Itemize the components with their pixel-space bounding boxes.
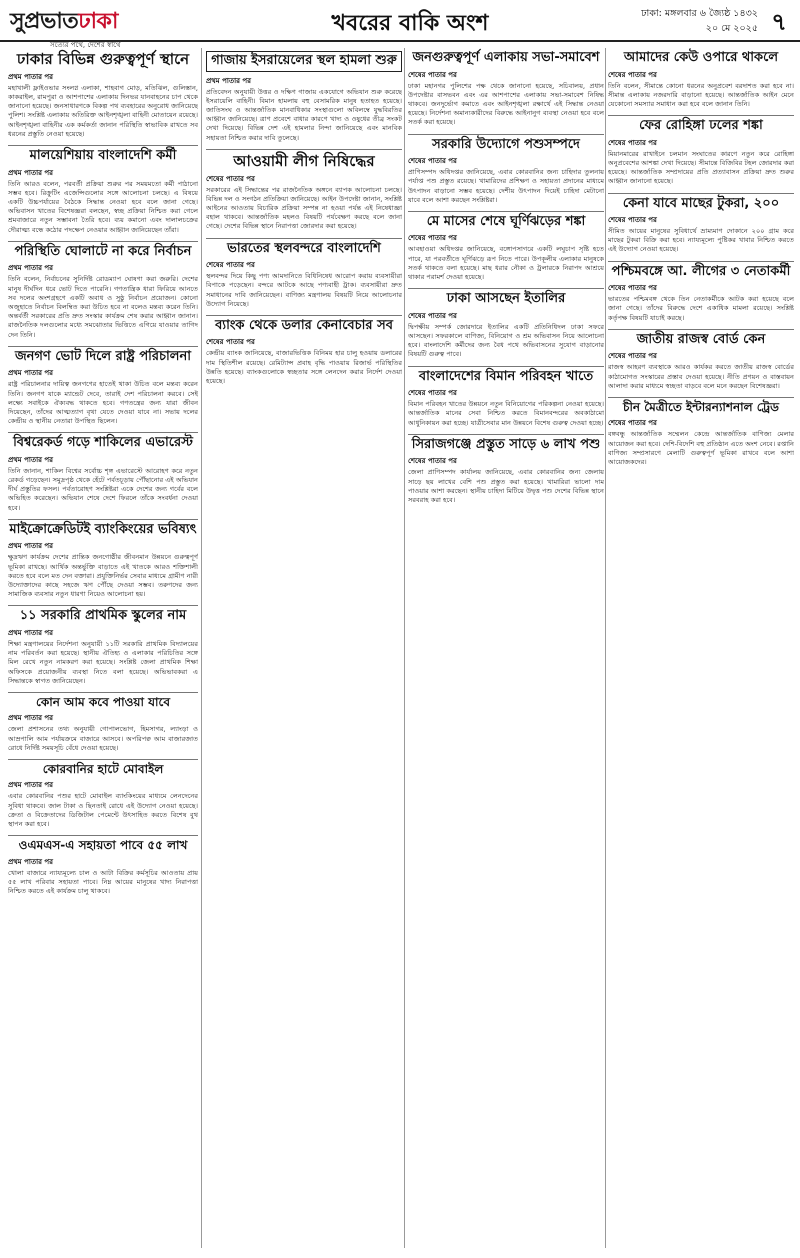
continued-label: প্রথম পাতার পর — [8, 369, 54, 378]
continued-label: শেষের পাতার পর — [408, 70, 457, 79]
story-divider — [608, 193, 794, 194]
story-headline[interactable]: আওয়ামী লীগ নিষিদ্ধের — [233, 151, 375, 170]
story-body: মহাখালী ফ্লাইওভার সংলগ্ন এলাকা, শাহবাগ মোড়, মতিঝিল, গুলিস্তান, কাকরাইল, রামপুরা ও আশপাশের এলাকায় দিনভর যানবাহনের চাপ থেকে জানানো হয়েছে। জনসাধারণকে বিকল্প পথ ব্যবহারের অনুরোধ জানিয়েছে পুলিশ। সংশ্লিষ্ট এলাকায় অতিরিক্ত আইনশৃঙ্খলা বাহিনী মোতায়েন রয়েছে। আইনশৃঙ্খলা বাহিনীর এক কর্মকর্তা জানান পরিস্থিতি স্বাভাবিক রাখতে সব ধরনের প্রস্তুতি নেওয়া হয়েছে। — [8, 83, 198, 138]
page-number: ৭ — [771, 8, 787, 36]
continued-label: শেষের পাতার পর — [206, 261, 255, 270]
story-divider — [408, 434, 604, 435]
story-headline[interactable]: সরকারি উদ্যোগে পশুসম্পদে — [432, 136, 580, 152]
story[interactable] — [8, 609, 198, 686]
story-divider — [408, 211, 604, 212]
story-headline[interactable]: ফের রোহিঙ্গা ঢলের শঙ্কা — [639, 118, 763, 134]
story-body: শিক্ষা মন্ত্রণালয়ের নির্দেশনা অনুযায়ী ১১টি সরকারি প্রাথমিক বিদ্যালয়ের নাম পরিবর্তন করা হয়েছে। স্থানীয় ঐতিহ্য ও এলাকার পরিচিতির সঙ্গে মিল রেখে নতুন নামকরণ করা হয়েছে। সংশ্লিষ্ট জেলা প্রাথমিক শিক্ষা অফিসকে প্রয়োজনীয় ব্যবস্থা নিতে বলা হয়েছে। অভিভাবকরা এ সিদ্ধান্তকে স্বাগত জানিয়েছেন। — [8, 639, 198, 685]
story[interactable] — [206, 153, 402, 232]
story-body: রাজস্ব আহরণ ব্যবস্থাকে আরও কার্যকর করতে জাতীয় রাজস্ব বোর্ডের কাঠামোগত সংস্কারের প্রস্তাব দেওয়া হয়েছে। নীতি প্রণয়ন ও বাস্তবায়ন আলাদা করার মাধ্যমে স্বচ্ছতা বাড়বে বলে মনে করছেন বিশেষজ্ঞরা। — [608, 363, 794, 390]
story[interactable] — [608, 333, 794, 391]
continued-label: শেষের পাতার পর — [608, 352, 657, 361]
continued-label: শেষের পাতার পর — [408, 157, 457, 166]
story-headline[interactable]: ওএমএস-এ সহায়তা পাবে ৫৫ লাখ — [18, 838, 188, 853]
story-body: স্থলবন্দর দিয়ে কিছু পণ্য আমদানিতে বিধিনিষেধ আরোপ করায় ব্যবসায়ীরা বিপাকে পড়েছেন। বন্দরে আটকে আছে পণ্যবাহী ট্রাক। ব্যবসায়ীরা দ্রুত সমাধানের দাবি জানিয়েছেন। বাণিজ্য মন্ত্রণালয় বিষয়টি নিয়ে আলোচনার উদ্যোগ নিয়েছে। — [206, 272, 402, 308]
story[interactable] — [408, 215, 604, 282]
story-headline[interactable]: কোন আম কবে পাওয়া যাবে — [35, 695, 171, 709]
story-divider — [8, 432, 198, 433]
story[interactable] — [408, 370, 604, 428]
story-body: কেন্দ্রীয় ব্যাংক জানিয়েছে, বাজারভিত্তিক বিনিময় হার চালু হওয়ায় ডলারের দাম স্থিতিশীল রয়েছে। রেমিট্যান্স প্রবাহ বৃদ্ধি পাওয়ায় রিজার্ভ পরিস্থিতির উন্নতি হয়েছে। ব্যাংকগুলোকে স্বচ্ছতার সঙ্গে লেনদেন করার নির্দেশ দেওয়া হয়েছে। — [206, 349, 402, 386]
story-headline[interactable]: বিশ্বরেকর্ড গড়ে শাকিলের এভারেস্ট — [13, 435, 193, 451]
logo-tagline: সত্যের পথে, দেশের স্বার্থে — [50, 41, 121, 49]
story-headline[interactable]: মালয়েশিয়ায় বাংলাদেশি কর্মী — [29, 148, 177, 164]
story-headline[interactable]: পশ্চিমবঙ্গে আ. লীগের ৩ নেতাকর্মী — [611, 263, 791, 279]
story[interactable] — [608, 401, 794, 467]
story-headline[interactable]: মাইক্রোক্রেডিটই ব্যাংকিংয়ের ভবিষ্যৎ — [9, 521, 197, 537]
date-block — [590, 6, 758, 36]
story-divider — [206, 238, 402, 239]
story[interactable] — [206, 242, 402, 309]
column-3 — [408, 48, 604, 1253]
story-headline[interactable]: চীন মৈত্রীতে ইন্টারন্যাশনাল ট্রেড — [623, 399, 779, 414]
continued-label: প্রথম পাতার পর — [8, 264, 54, 273]
story[interactable] — [8, 839, 198, 896]
story-headline[interactable]: জনগণ ভোট দিলে রাষ্ট্র পরিচালনা — [14, 348, 192, 364]
story-divider — [408, 134, 604, 135]
continued-label: প্রথম পাতার পর — [8, 542, 54, 551]
story-body: বঙ্গবন্ধু আন্তর্জাতিক সম্মেলন কেন্দ্রে আন্তর্জাতিক বাণিজ্য মেলার আয়োজন করা হবে। দেশি-বিদেশি বহু প্রতিষ্ঠান এতে অংশ নেবে। রপ্তানি বাণিজ্য সম্প্রসারণে মেলাটি গুরুত্বপূর্ণ ভূমিকা রাখবে বলে আশা আয়োজকদের। — [608, 430, 794, 467]
story-body: এবার কোরবানির পশুর হাটে মোবাইল ব্যাংকিংয়ের মাধ্যমে লেনদেনের সুবিধা থাকবে। জাল টাকা ও ছিনতাই রোধে এই উদ্যোগ নেওয়া হয়েছে। ক্রেতা ও বিক্রেতাদের ডিজিটাল পেমেন্টে উৎসাহিত করতে বিশেষ বুথ স্থাপন করা হবে। — [8, 792, 198, 829]
column-1 — [8, 48, 198, 1253]
story[interactable] — [408, 51, 604, 128]
story-headline[interactable]: বাংলাদেশের বিমান পরিবহন খাতে — [418, 368, 594, 384]
story-divider — [608, 115, 794, 116]
column-divider — [404, 48, 405, 1248]
story-body: আবহাওয়া অধিদপ্তর জানিয়েছে, বঙ্গোপসাগরে একটি লঘুচাপ সৃষ্টি হতে পারে, যা পরবর্তীতে ঘূর্ণিঝড়ে রূপ নিতে পারে। উপকূলীয় এলাকার মানুষকে সতর্ক থাকতে বলা হয়েছে। মাছ ধরার নৌকা ও ট্রলারকে নিরাপদ আশ্রয়ে থাকার পরামর্শ দেওয়া হয়েছে। — [408, 245, 604, 282]
story-headline[interactable]: জাতীয় রাজস্ব বোর্ড কেন — [636, 331, 766, 347]
story[interactable] — [608, 51, 794, 109]
story[interactable] — [8, 436, 198, 513]
story[interactable] — [8, 696, 198, 753]
story[interactable] — [206, 319, 402, 386]
story-headline[interactable]: মে মাসের শেষে ঘূর্ণিঝড়ের শঙ্কা — [426, 213, 586, 229]
story-body: জেলা প্রাণিসম্পদ কার্যালয় জানিয়েছে, এবার কোরবানির জন্য জেলায় সাড়ে ছয় লাখের বেশি পশু প্রস্তুত করা হয়েছে। খামারিরা ভালো দাম পাওয়ার আশা করছেন। স্থানীয় চাহিদা মিটিয়ে উদ্বৃত্ত পশু দেশের বিভিন্ন স্থানে সরবরাহ করা হবে। — [408, 468, 604, 504]
column-4 — [608, 48, 794, 1253]
story-headline[interactable]: কোরবানির হাটে মোবাইল — [42, 762, 164, 777]
story-body: তিনি জানান, শাকিল বিশ্বের সর্বোচ্চ শৃঙ্গ এভারেস্টে আরোহণ করে নতুন রেকর্ড গড়েছেন। সমুদ্রপৃষ্ঠ থেকে হেঁটে পর্বতচূড়ায় পৌঁছানোর এই অভিযান দীর্ঘ প্রস্তুতির ফসল। পর্বতারোহণ সংশ্লিষ্টরা একে দেশের জন্য গর্বের বলে অভিহিত করেছেন। অভিযান শেষে দেশে ফিরলে তাঁকে সংবর্ধনা দেওয়া হবে। — [8, 466, 198, 512]
story-body: প্রতিবেদন অনুযায়ী উত্তর ও দক্ষিণ গাজায় একযোগে অভিযান শুরু করেছে ইসরায়েলি বাহিনী। বিমান হামলায় বহু বেসামরিক মানুষ হতাহত হয়েছে। জাতিসংঘ ও আন্তর্জাতিক মানবাধিকার সংস্থাগুলো অবিলম্বে যুদ্ধবিরতির আহ্বান জানিয়েছে। ত্রাণ প্রবেশে বাধার কারণে খাদ্য ও ওষুধের তীব্র সংকট দেখা দিয়েছে। বিভিন্ন দেশ এই হামলার নিন্দা জানিয়েছে এবং মানবিক সহায়তা নিশ্চিত করার দাবি তুলেছে। — [206, 87, 402, 142]
story-body: প্রাণিসম্পদ অধিদপ্তর জানিয়েছে, এবার কোরবানির জন্য চাহিদার তুলনায় পর্যাপ্ত পশু প্রস্তুত রয়েছে। খামারিদের প্রশিক্ষণ ও সহায়তা প্রদানের মাধ্যমে উৎপাদন বাড়ানো সম্ভব হয়েছে। দেশীয় উৎপাদন দিয়েই চাহিদা মেটানো যাবে বলে আশা করছেন সংশ্লিষ্টরা। — [408, 168, 604, 204]
date-line-1: ঢাকা: মঙ্গলবার ৬ জ্যৈষ্ঠ ১৪৩২ — [641, 8, 758, 19]
story[interactable] — [8, 245, 198, 340]
column-2 — [206, 48, 402, 1253]
story-headline[interactable]: কেনা যাবে মাছের টুকরা, ২০০ — [622, 195, 780, 211]
logo-part-2: ঢাকা — [78, 9, 118, 34]
story-divider — [8, 519, 198, 520]
story-body: খোলা বাজারে ন্যায্যমূল্যে চাল ও আটা বিক্রির কর্মসূচির আওতায় প্রায় ৫৫ লাখ পরিবার সহায়তা পাবে। নিম্ন আয়ের মানুষের খাদ্য নিরাপত্তা নিশ্চিত করতে এই কার্যক্রম চালু থাকবে। — [8, 868, 198, 896]
story-body: ঢাকা মহানগর পুলিশের পক্ষ থেকে জানানো হয়েছে, সচিবালয়, প্রধান উপদেষ্টার বাসভবন এবং এর আশপাশের এলাকায় সভা-সমাবেশ নিষিদ্ধ থাকবে। জনদুর্ভোগ কমাতে এবং আইনশৃঙ্খলা রক্ষার্থে এই সিদ্ধান্ত নেওয়া হয়েছে। নির্দেশনা অমান্যকারীদের বিরুদ্ধে আইনানুগ ব্যবস্থা নেওয়া হবে বলে সতর্ক করা হয়েছে। — [408, 81, 604, 127]
story-divider — [206, 149, 402, 150]
story-divider — [8, 692, 198, 693]
continued-label: শেষের পাতার পর — [408, 389, 457, 398]
continued-label: প্রথম পাতার পর — [8, 628, 54, 637]
story-headline[interactable]: পরিস্থিতি ঘোলাটে না করে নির্বাচন — [14, 243, 192, 259]
story-body: দ্বিপক্ষীয় সম্পর্ক জোরদারে ইতালির একটি প্রতিনিধিদল ঢাকা সফরে আসছেন। সফরকালে বাণিজ্য, বিনিয়োগ ও শ্রম অভিবাসন নিয়ে আলোচনা হবে। বাংলাদেশি কর্মীদের জন্য বৈধ পথে অভিবাসনের সুযোগ বাড়ানোর বিষয়টি গুরুত্ব পাবে। — [408, 322, 604, 359]
story[interactable] — [8, 763, 198, 829]
story-body: রাষ্ট্র পরিচালনার দায়িত্ব জনগণের হাতেই থাকা উচিত বলে মন্তব্য করেন তিনি। জনগণ যাকে ম্যান্ডেট দেবে, তারাই দেশ পরিচালনা করবে। সেই লক্ষ্যে সবাইকে ঐক্যবদ্ধ থাকতে হবে। গণতন্ত্রের জন্য যারা জীবন দিয়েছেন, তাঁদের আত্মত্যাগ বৃথা যেতে দেওয়া যাবে না। সভায় দলের কেন্দ্রীয় ও স্থানীয় নেতারা উপস্থিত ছিলেন। — [8, 380, 198, 426]
continued-label: শেষের পাতার পর — [206, 338, 255, 347]
story-headline[interactable]: ব্যাংক থেকে ডলার কেনাবেচার সব — [215, 317, 393, 333]
story-headline[interactable]: সিরাজগঞ্জে প্রস্তুত সাড়ে ৬ লাখ পশু — [411, 436, 601, 452]
story-headline[interactable]: আমাদের কেউ ওপারে থাকলে — [623, 50, 779, 65]
column-divider — [201, 48, 202, 1248]
continued-label: প্রথম পাতার পর — [8, 857, 54, 866]
story[interactable] — [608, 265, 794, 323]
story[interactable] — [408, 138, 604, 205]
story[interactable] — [8, 51, 198, 139]
story[interactable] — [408, 292, 604, 359]
story-body: জেলা প্রশাসনের তথ্য অনুযায়ী গোপালভোগ, হিমসাগর, ল্যাংড়া ও আম্রপালি আম পর্যায়ক্রমে বাজারে আসবে। অপরিপক্ব আম বাজারজাত রোধে নির্দিষ্ট সময়সূচি বেঁধে দেওয়া হয়েছে। — [8, 725, 198, 752]
story[interactable] — [608, 197, 794, 255]
story-body: তিনি বলেন, সীমান্তে কোনো ধরনের অনুপ্রবেশ বরদাশত করা হবে না। সীমান্ত এলাকায় নজরদারি বাড়ানো হয়েছে। আন্তর্জাতিক আইন মেনে যেকোনো সমস্যার সমাধান করা হবে বলে জানান তিনি। — [608, 81, 794, 108]
newspaper-logo[interactable] — [10, 4, 160, 49]
story-headline[interactable]: ভারতের স্থলবন্দরে বাংলাদেশি — [227, 240, 381, 256]
story[interactable] — [608, 119, 794, 186]
continued-label: শেষের পাতার পর — [206, 174, 255, 183]
continued-label: শেষের পাতার পর — [608, 216, 657, 225]
continued-label: শেষের পাতার পর — [408, 234, 457, 243]
story-headline[interactable]: জনগুরুত্বপূর্ণ এলাকায় সভা-সমাবেশ — [412, 50, 600, 65]
story-body: তিনি বলেন, নির্বাচনের সুনির্দিষ্ট রোডম্যাপ ঘোষণা করা জরুরি। দেশের মানুষ দীর্ঘদিন ধরে ভোট দিতে পারেনি। গণতান্ত্রিক ধারা ফিরিয়ে আনতে সব দলের অংশগ্রহণে একটি অবাধ ও সুষ্ঠু নির্বাচন প্রয়োজন। কোনো অজুহাতে নির্বাচন বিলম্বিত করা উচিত হবে না বলেও মন্তব্য করেন তিনি। অন্তর্বর্তী সরকারের প্রতি দ্রুত সংস্কার কার্যক্রম শেষ করার আহ্বান জানান। রাজনৈতিক দলগুলোর মধ্যে সমঝোতার ভিত্তিতে এগিয়ে যাওয়ার তাগিদ দেন তিনি। — [8, 275, 198, 339]
story[interactable] — [8, 523, 198, 600]
story-headline[interactable]: গাজায় ইসরায়েলের স্থল হামলা শুরু — [206, 51, 402, 72]
column-divider — [605, 48, 606, 1248]
story-divider — [206, 315, 402, 316]
continued-label: শেষের পাতার পর — [608, 70, 657, 79]
story-divider — [608, 329, 794, 330]
story-divider — [8, 759, 198, 760]
continued-label: প্রথম পাতার পর — [8, 168, 54, 177]
continued-label: প্রথম পাতার পর — [8, 714, 54, 723]
story-body: ক্ষুদ্রঋণ কার্যক্রম দেশের প্রান্তিক জনগোষ্ঠীর জীবনমান উন্নয়নে গুরুত্বপূর্ণ ভূমিকা রাখছে। আর্থিক অন্তর্ভুক্তি বাড়াতে এই খাতকে আরও শক্তিশালী করতে হবে বলে মত দেন বক্তারা। প্রযুক্তিনির্ভর সেবার মাধ্যমে গ্রামীণ নারী উদ্যোক্তাদের কাছে সহজে ঋণ পৌঁছে দেওয়া সম্ভব। তরুণদের জন্য সামাজিক ব্যবসার নতুন ধারণা নিয়েও আলোচনা হয়। — [8, 553, 198, 599]
story-headline[interactable]: ঢাকা আসছেন ইতালির — [446, 291, 566, 307]
continued-label: শেষের পাতার পর — [608, 138, 657, 147]
story-divider — [8, 145, 198, 146]
story[interactable] — [206, 51, 402, 143]
story-body: মিয়ানমারের রাখাইনে চলমান সংঘাতের কারণে নতুন করে রোহিঙ্গা অনুপ্রবেশের আশঙ্কা দেখা দিয়েছে। সীমান্তে বিজিবির টহল জোরদার করা হয়েছে। আন্তর্জাতিক সম্প্রদায়ের প্রতি প্রত্যাবাসন প্রক্রিয়া দ্রুত শুরুর আহ্বান জানানো হয়েছে। — [608, 149, 794, 186]
story-divider — [8, 346, 198, 347]
story-divider — [408, 288, 604, 289]
story[interactable] — [408, 438, 604, 505]
continued-label: প্রথম পাতার পর — [8, 781, 54, 790]
section-title: খবরের বাকি অংশ — [331, 11, 489, 36]
logo-part-1: সুপ্রভাত — [10, 9, 79, 34]
continued-label: শেষের পাতার পর — [608, 419, 657, 428]
story[interactable] — [8, 149, 198, 235]
story-divider — [608, 261, 794, 262]
story[interactable] — [8, 350, 198, 427]
story-headline[interactable]: ১১ সরকারি প্রাথমিক স্কুলের নাম — [19, 608, 187, 624]
story-body: সীমিত আয়ের মানুষের সুবিধার্থে ভ্রাম্যমাণ দোকানে ২০০ গ্রাম করে মাছের টুকরা বিক্রি করা হবে। ন্যায্যমূল্যে পুষ্টিকর খাবার নিশ্চিত করতে এই উদ্যোগ নেওয়া হয়েছে। — [608, 227, 794, 254]
story-body: তিনি আরও বলেন, পরবর্তী প্রক্রিয়া শুরুর পর সময়মতো কর্মী পাঠানো সম্ভব হবে। রিক্রুটিং এজেন্সিগুলোর সঙ্গে আলোচনা চলছে। এ বিষয়ে একটি উচ্চপর্যায়ের বৈঠকে সিদ্ধান্ত নেওয়া হবে বলে জানা গেছে। অভিবাসন খাতের বিশেষজ্ঞরা বলছেন, স্বচ্ছ প্রক্রিয়া নিশ্চিত করা গেলে শ্রমবাজারে নতুন সম্ভাবনা তৈরি হবে। ব্যয় কমানো এবং দালালচক্রের দৌরাত্ম্য বন্ধে কঠোর পদক্ষেপ নেওয়ার আহ্বান জানিয়েছেন তাঁরা। — [8, 179, 198, 234]
continued-label: প্রথম পাতার পর — [8, 455, 54, 464]
date-line-2: ২০ মে ২০২৫ — [705, 23, 758, 34]
story-headline[interactable]: ঢাকার বিভিন্ন গুরুত্বপূর্ণ স্থানে — [16, 50, 190, 68]
story-divider — [408, 366, 604, 367]
story-body: ভারতের পশ্চিমবঙ্গ থেকে তিন নেতাকর্মীকে আটক করা হয়েছে বলে জানা গেছে। তাঁদের বিরুদ্ধে দেশে একাধিক মামলা রয়েছে। সংশ্লিষ্ট কর্তৃপক্ষ বিষয়টি যাচাই করছে। — [608, 295, 794, 322]
story-divider — [8, 835, 198, 836]
continued-label: শেষের পাতার পর — [408, 311, 457, 320]
story-divider — [8, 241, 198, 242]
continued-label: শেষের পাতার পর — [408, 457, 457, 466]
story-body: সরকারের এই সিদ্ধান্তের পর রাজনৈতিক অঙ্গনে ব্যাপক আলোচনা চলছে। বিভিন্ন দল ও সংগঠন প্রতিক্রিয়া জানিয়েছে। আইন উপদেষ্টা জানান, সংশ্লিষ্ট আইনের আওতায় বিচারিক প্রক্রিয়া সম্পন্ন না হওয়া পর্যন্ত এই নিষেধাজ্ঞা বহাল থাকবে। আন্তর্জাতিক মহলও বিষয়টি পর্যবেক্ষণ করছে বলে জানা গেছে। দেশের বিভিন্ন স্থানে নিরাপত্তা জোরদার করা হয়েছে। — [206, 185, 402, 231]
story-divider — [608, 397, 794, 398]
continued-label: প্রথম পাতার পর — [8, 72, 54, 81]
masthead — [0, 0, 800, 49]
story-body: বিমান পরিবহন খাতের উন্নয়নে নতুন বিনিয়োগের পরিকল্পনা নেওয়া হয়েছে। আন্তর্জাতিক মানের সেবা নিশ্চিত করতে বিমানবন্দরের অবকাঠামো আধুনিকায়ন করা হচ্ছে। যাত্রীসেবার মান উন্নয়নে বিশেষ গুরুত্ব দেওয়া হচ্ছে। — [408, 400, 604, 427]
continued-label: শেষের পাতার পর — [608, 284, 657, 293]
story-divider — [8, 605, 198, 606]
continued-label: প্রথম পাতার পর — [206, 76, 252, 85]
